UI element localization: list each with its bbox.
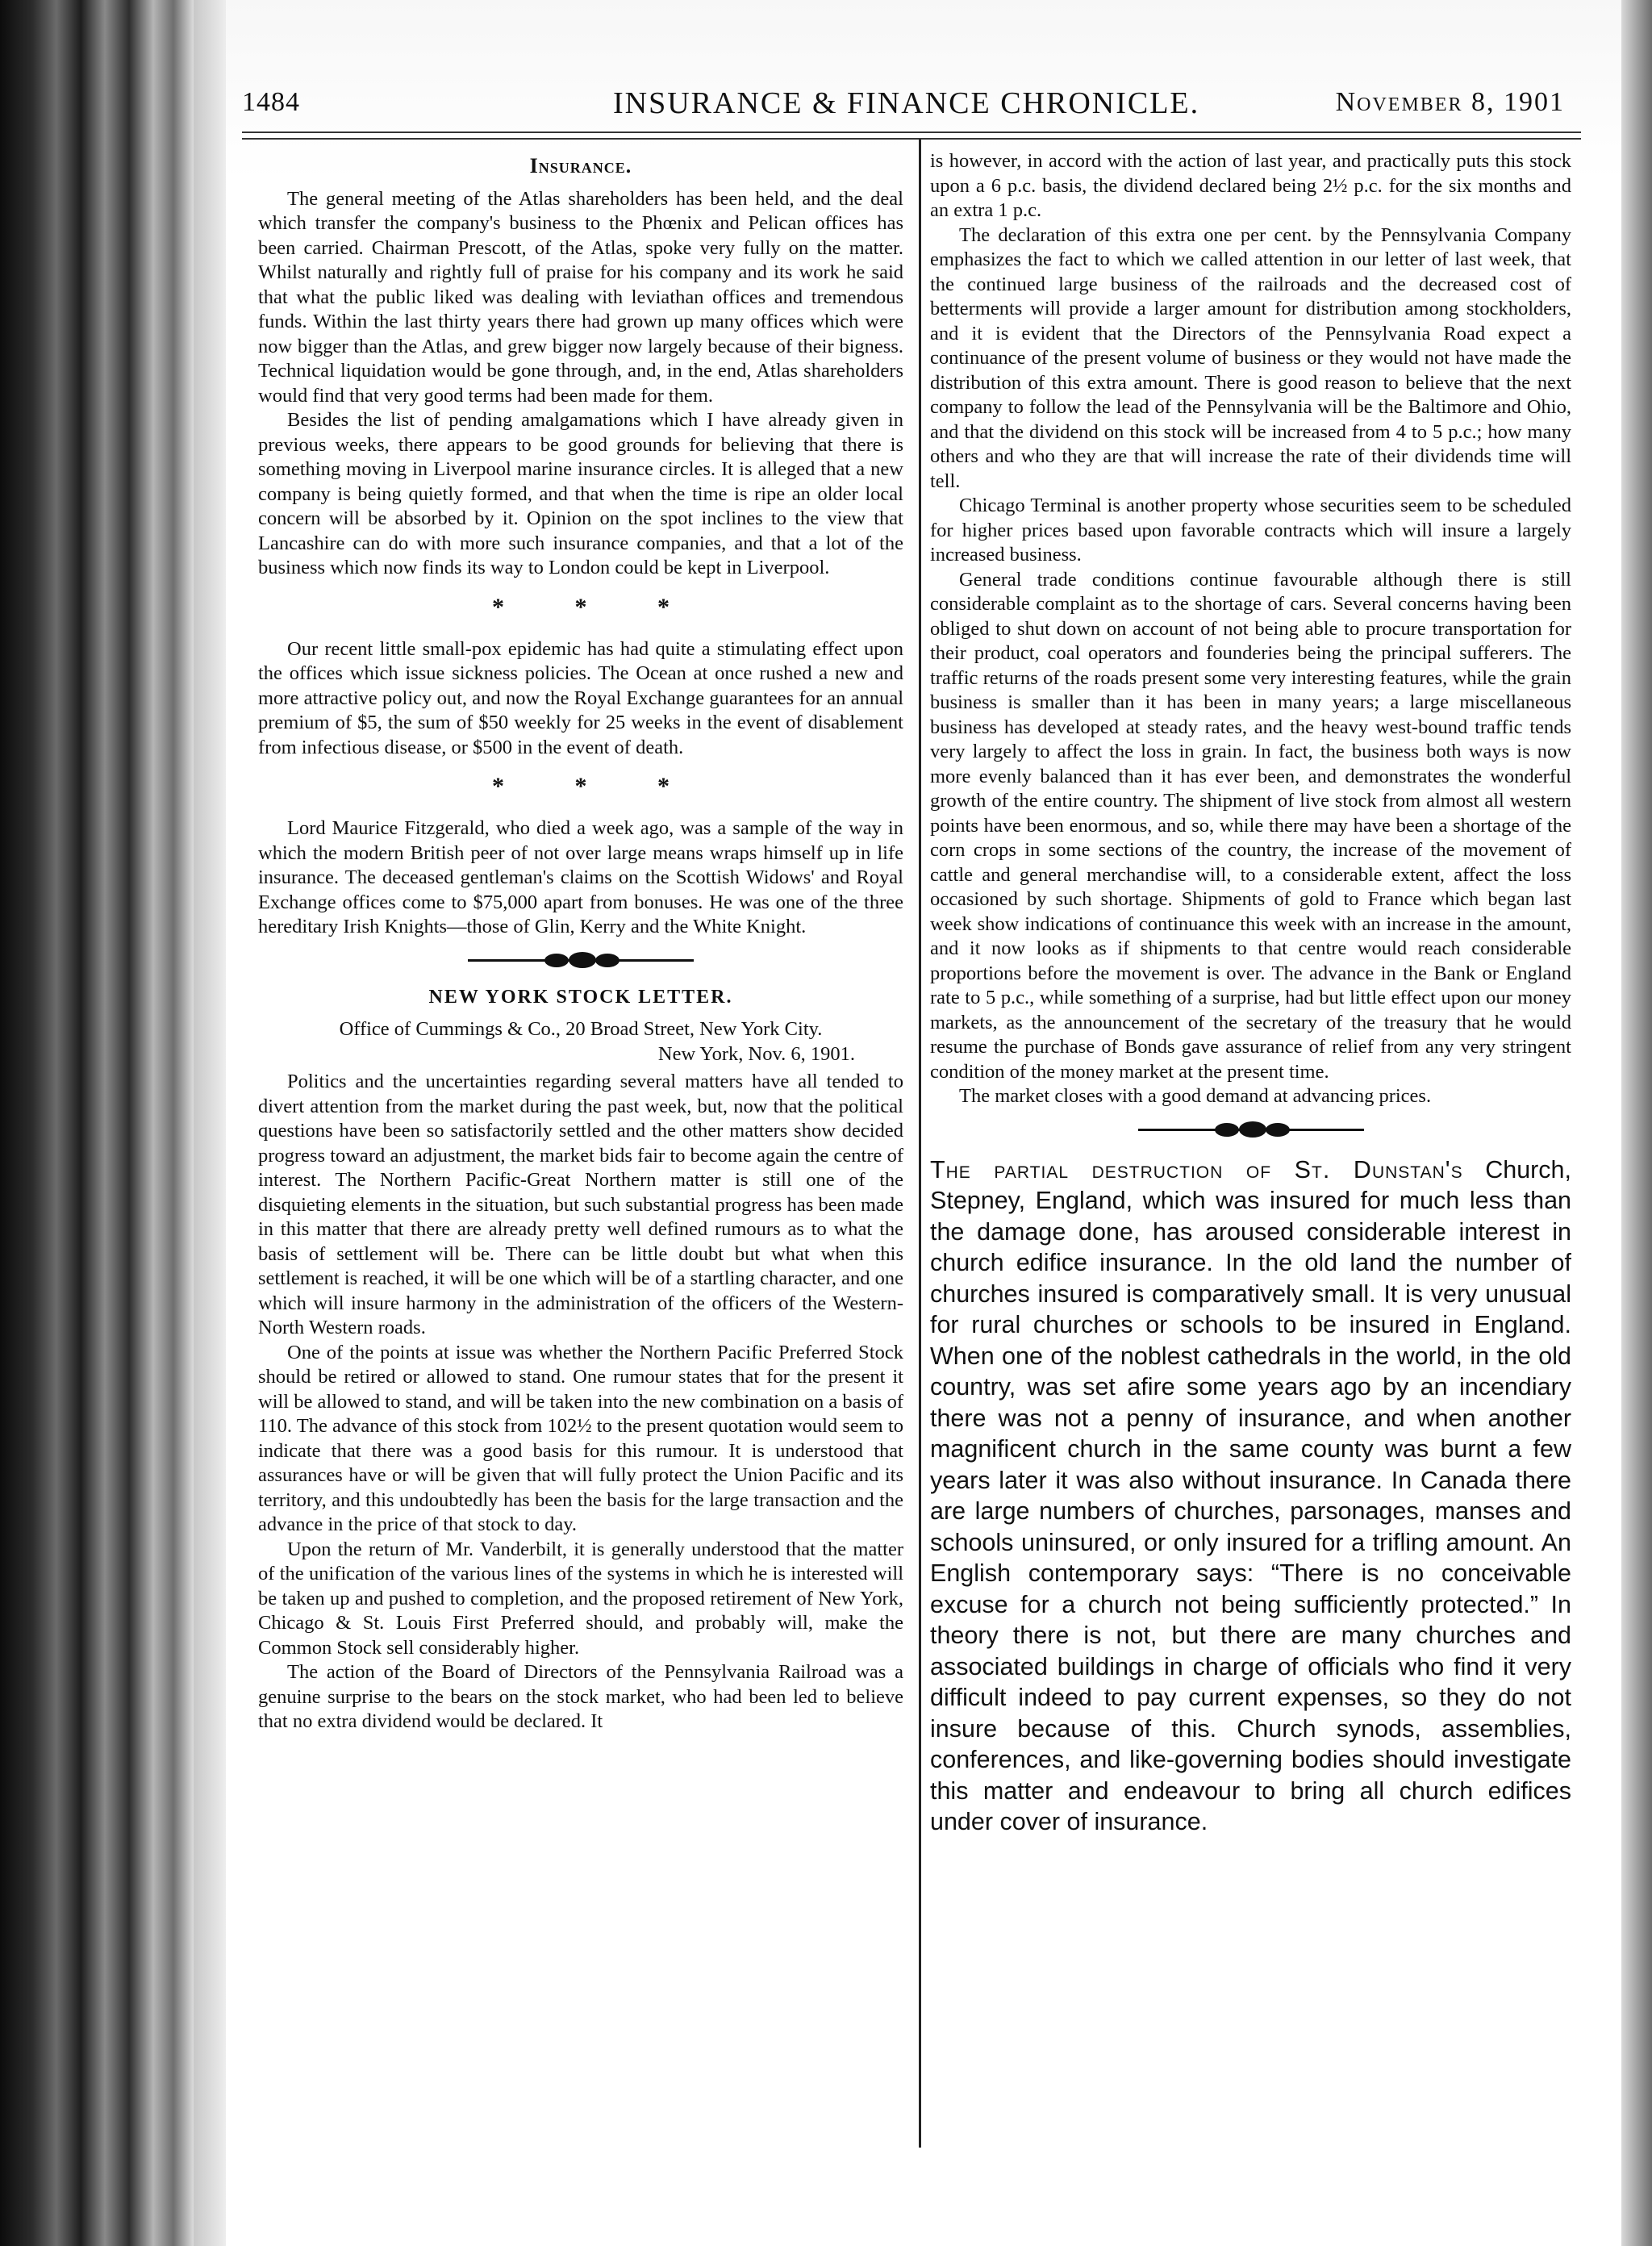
st-dunstans-lead: The partial destruction of St. Dunstan's [930, 1155, 1463, 1184]
st-dunstans-article [930, 1154, 1571, 1838]
stock-letter-paragraph: The action of the Board of Directors of the Pennsylvania Railroad was a genuine surprise to the bears on the stock market, who had been led to believe that no extra dividend would be declared. It [258, 1661, 903, 1732]
asterism: * * * [492, 773, 702, 799]
ornamental-rule [468, 951, 694, 971]
fitzgerald-paragraph: Lord Maurice Fitzgerald, who died a week ago, was a sample of the way in which the modern British peer of not over large means wraps himself up in life insurance. The deceased gentleman's claims on the Scottish Widows' and Royal Exchange offices come to $75,000 apart from bonuses. He was one of the three hereditary Irish Knights—those of Glin, Kerry and the White Knight. [258, 817, 903, 937]
left-column [258, 149, 903, 1735]
page-gutter [194, 0, 226, 2246]
stock-letter-continued-paragraph: Chicago Terminal is another property whose securities seem to be scheduled for higher prices based upon favorable contracts which will insure a largely increased business. [930, 495, 1571, 566]
column-divider [919, 139, 921, 2148]
stock-letter-closing: The market closes with a good demand at advancing prices. [959, 1085, 1432, 1107]
stock-letter-paragraph: Politics and the uncertainties regarding several matters have all tended to divert attention from the market during the past week, but, now that the political questions have been so satisfactorily settled and the other matters show decided progress toward an adjustment, the market bids fair to become again the centre of interest. The Northern Pacific-Great Northern matter is still one of the disquieting elements in the situation, but such substantial progress has been made in this matter that there are already pretty well defined rumours as to what the basis of settlement will be. There can be little doubt but what when this settlement is reached, it will be one which will be of a startling character, and one which will insure harmony in the administration of the officers of the Western-North Western roads. [258, 1071, 903, 1338]
smallpox-paragraph: Our recent little small-pox epidemic has had quite a stimulating effect upon the offices which issue sickness policies. The Ocean at once rushed a new and more attractive policy out, and now the Royal Exchange guarantees for an annual premium of $5, the sum of $50 weekly for 25 weeks in the event of disablement from infectious disease, or $500 in the event of death. [258, 637, 903, 758]
insurance-paragraph: The general meeting of the Atlas shareholders has been held, and the deal which transfer the company's business to the Phœnix and Pelican offices has been carried. Chairman Prescott, of the Atlas, spoke very fully on the matter. Whilst naturally and rightly full of praise for his company and its work he said that what the public liked was dealing with leviathan offices and tremendous funds. Within the last thirty years there had grown up many offices which were now bigger than the Atlas, and grew bigger now largely because of their bigness. Technical liquidation would be gone through, and, in the end, Atlas shareholders would find that very good terms had been made for them. [258, 187, 903, 407]
page-edge-shadow [1621, 0, 1652, 2246]
ornamental-rule [1138, 1121, 1364, 1140]
insurance-section-title: Insurance. [529, 154, 632, 177]
issue-date: November 8, 1901 [1335, 87, 1565, 117]
stock-letter-continued-paragraph: The declaration of this extra one per cent. by the Pennsylvania Company emphasizes the fact to which we called attention in our letter of last week, that the continued large business of the railroads and the decreased cost of betterments will provide a larger amount for distribution among stockholders, and it is evident that the Directors of the Pennsylvania Road expect a continuance of the present volume of business or they would not have made the distribution of this extra amount. There is good reason to believe that the next company to follow the lead of the Pennsylvania will be the Baltimore and Ohio, and that the dividend on this stock will be increased from 4 to 5 p.c.; how many others and who they are that will increase the rate of their dividends time will tell. [930, 223, 1571, 492]
stock-letter-office: Office of Cummings & Co., 20 Broad Street, New York City. [339, 1018, 823, 1040]
right-column [930, 149, 1571, 1838]
stock-letter-paragraph: One of the points at issue was whether the Northern Pacific Preferred Stock should be retired or allowed to stand. One rumour states that for the present it will be allowed to stand, and will be taken into the new combination on a basis of 110. The advance of this stock from 102½ to the present quotation would seem to indicate that there was a good basis for this rumour. It is understood that assurances have or will be given that will fully protect the Union Pacific and its territory, and this undoubtedly has been the basis for the large transaction and the advance in the price of that stock to day. [258, 1341, 903, 1535]
asterism: * * * [492, 593, 702, 620]
book-binding [0, 0, 194, 2246]
page-header [242, 81, 1565, 137]
stock-letter-continued-paragraph: is however, in accord with the action of last year, and practically puts this stock upon a 6 p.c. basis, the dividend declared being 2½ p.c. for the six months and an extra 1 p.c. [930, 150, 1571, 221]
stock-letter-dateline: New York, Nov. 6, 1901. [657, 1042, 855, 1065]
stock-letter-paragraph: Upon the return of Mr. Vanderbilt, it is generally understood that the matter of the unification of the various lines of the systems in which he is interested will be taken up and pushed to completion, and the proposed retirement of New York, Chicago & St. Louis First Preferred should, and probably will, make the Common Stock sell considerably higher. [258, 1538, 903, 1659]
st-dunstans-text: Church, Stepney, England, which was insured for much less than the damage done, has aroused considerable interest in church edifice insurance. In the old land the number of churches insured is comparatively small. It is very unusual for rural churches or schools to be insured in England. When one of the noblest cathedrals in the world, in the old country, was set afire some years ago by an incendiary there was not a penny of insurance, and when another magnificent church in the same county was burnt a few years later it was also without insurance. In Canada there are large numbers of churches, parsonages, manses and schools uninsured, or only insured for a trifling amount. An English contemporary says: “There is no conceivable excuse for a church not being sufficiently protected.” In theory there is not, but there are many churches and associated buildings in charge of officials who find it very difficult indeed to pay current expenses, so they do not insure because of this. Church synods, assemblies, conferences, and like-governing bodies should investigate this matter and endeavour to bring all church edifices under cover of insurance. [930, 1155, 1571, 1835]
page-number: 1484 [242, 87, 300, 117]
stock-letter-continued-paragraph: General trade conditions continue favourable although there is still considerable complaint as to the shortage of cars. Several concerns having been obliged to shut down on account of not being able to procure transportation for their product, coal operators and founderies being the principal sufferers. The traffic returns of the roads present some very interesting features, while the grain business is smaller than it has been in many years; a large miscellaneous business has developed at steady rates, and the heavy west-bound traffic tends very largely to affect the loss in grain. In fact, the business both ways is now more evenly balanced than it has ever been, and demonstrates the wonderful growth of the entire country. The shipment of live stock from almost all western points have been enormous, and so, while there may have been a shortage of the corn crops in some sections of the country, the increase of the movement of cattle and general merchandise will, to a considerable extent, affect the loss occasioned by such shortage. Shipments of gold to France which began last week show indications of continuance this week with an increase in the amount, and it now looks as if shipments to that centre would reach considerable proportions before the movement is over. The advance in the Bank or England rate to 5 p.c., while something of a surprise, had but little effect upon our money markets, as the announcement of the secretary of the treasury that he would resume the purchase of Bonds gave assurance of relief from any very stringent condition of the money market at the present time. [930, 568, 1571, 1083]
insurance-paragraph: Besides the list of pending amalgamations which I have already given in previous weeks, there appears to be good grounds for believing that there is something moving in Liverpool marine insurance circles. It is alleged that a new company is being quietly formed, and that when the time is ripe an older local concern will be absorbed by it. Opinion on the spot inclines to the view that Lancashire can do with more such insurance companies, and that a lot of the business which now finds its way to London could be kept in Liverpool. [258, 409, 903, 578]
journal-title: INSURANCE & FINANCE CHRONICLE. [613, 86, 1200, 120]
header-rule [242, 132, 1581, 140]
stock-letter-title: NEW YORK STOCK LETTER. [428, 986, 733, 1008]
